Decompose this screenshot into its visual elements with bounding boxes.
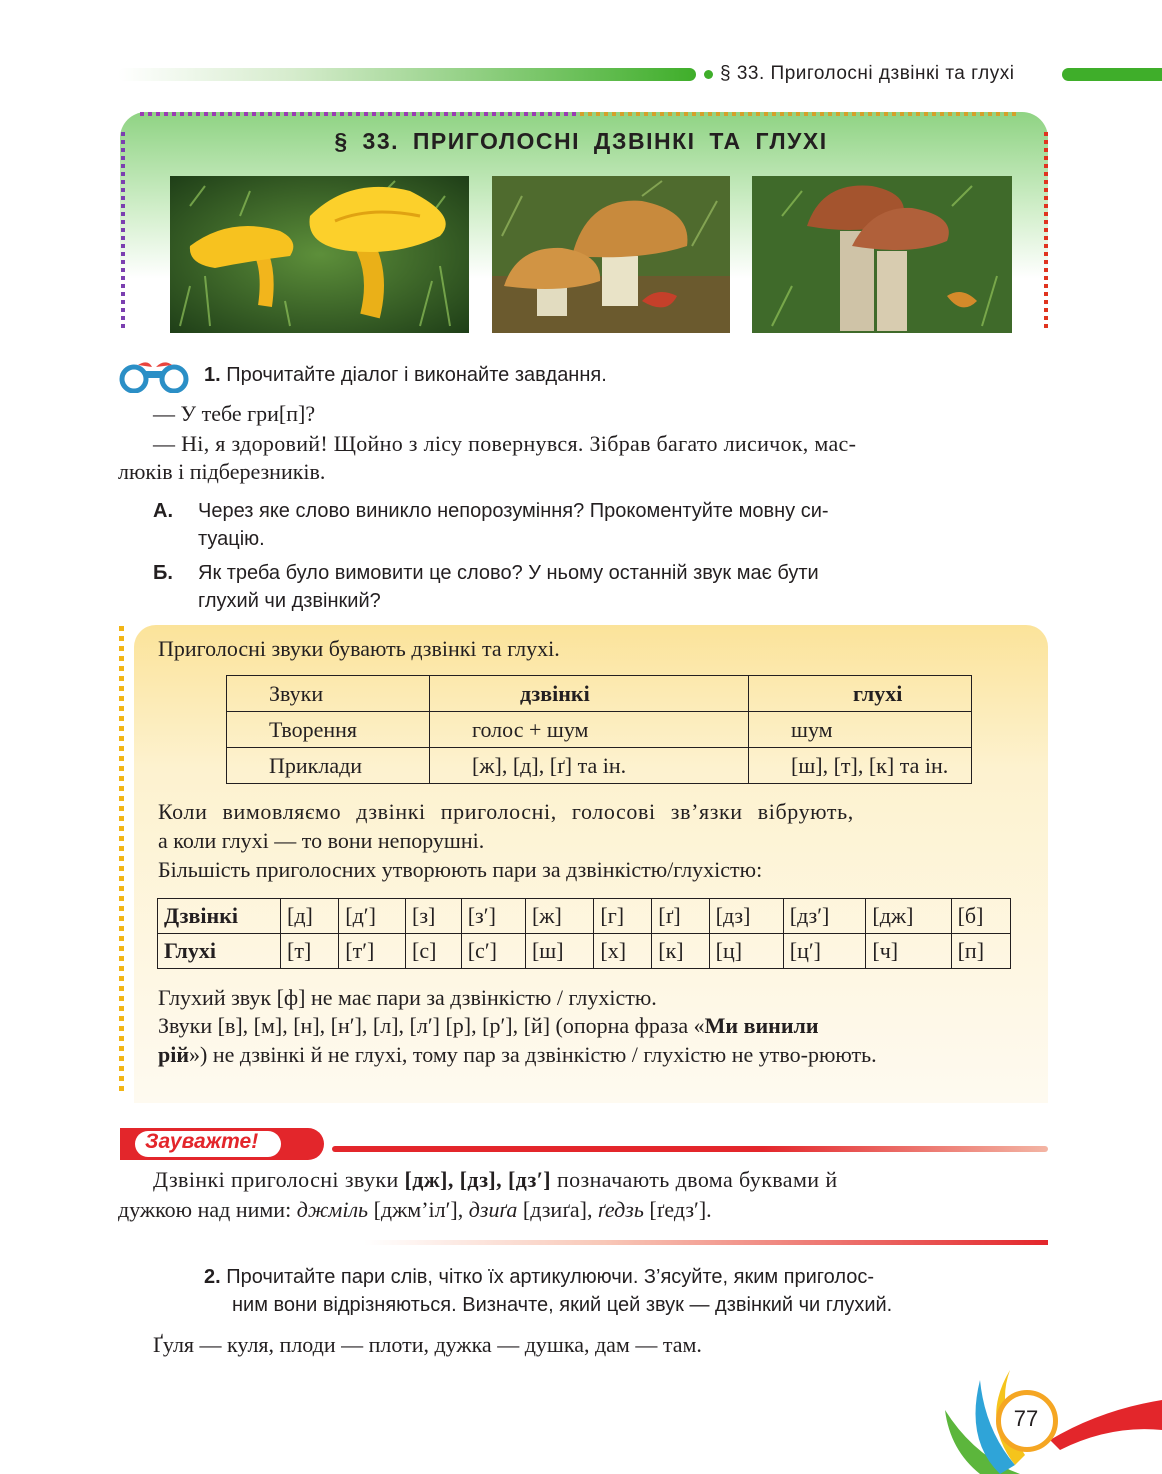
table-row: [158, 934, 1011, 969]
table-row: [158, 899, 1011, 934]
table-row: [227, 748, 972, 784]
header-bullet: [704, 70, 713, 79]
voiced-sound-cell: [дз]: [709, 899, 783, 934]
table-cell: Приклади: [227, 748, 430, 784]
voiced-sound-cell: [д]: [281, 899, 339, 934]
birch-bolete-photo: [752, 176, 1012, 333]
title-panel-dotted-left: [121, 132, 125, 332]
voiceless-sound-cell: [х]: [594, 934, 652, 969]
table-cell: голос + шум: [430, 712, 749, 748]
page-title: § 33. ПРИГОЛОСНІ ДЗВІНКІ ТА ГЛУХІ: [334, 128, 828, 154]
row-label: Глухі: [158, 934, 281, 969]
table-row: [227, 676, 972, 712]
voiceless-sound-cell: [т]: [281, 934, 339, 969]
voiceless-sound-cell: [ш]: [525, 934, 593, 969]
rule-para-3: Глухий звук [ф] не має пари за дзвінкістю / глухістю.: [158, 985, 657, 1010]
voiceless-sound-cell: [т′]: [339, 934, 406, 969]
table-cell: шум: [749, 712, 972, 748]
rule-para-2: Більшість приголосних утворюють пари за дзвінкістю/глухістю:: [158, 857, 763, 882]
voiceless-sound-cell: [ц′]: [783, 934, 866, 969]
header-decor-bar-right: [1062, 68, 1162, 81]
title-panel-dotted-border-right: [580, 112, 1020, 116]
table-header-cell: дзвінкі: [430, 676, 749, 712]
dialog-line-3: люків і підберезників.: [118, 459, 326, 484]
header-decor-bar: [118, 68, 696, 81]
table-cell: Творення: [227, 712, 430, 748]
binoculars-icon: [118, 357, 190, 393]
task-b-line-2: глухий чи дзвінкий?: [198, 590, 381, 612]
voiceless-sound-cell: [с]: [406, 934, 462, 969]
voiced-sound-cell: [ж]: [525, 899, 593, 934]
table-header-cell: Звуки: [227, 676, 430, 712]
exercise-2-words: Ґуля — куля, плоди — плоти, дужка — душка, дам — там.: [153, 1332, 702, 1357]
voiceless-sound-cell: [с′]: [461, 934, 525, 969]
table-cell: [ж], [д], [ґ] та ін.: [430, 748, 749, 784]
task-a-line-1: Через яке слово виникло непорозуміння? Прокоментуйте мовну си-: [198, 500, 829, 522]
voiceless-sound-cell: [ц]: [709, 934, 783, 969]
voiceless-sound-cell: [ч]: [866, 934, 951, 969]
voiced-sound-cell: [дж]: [866, 899, 951, 934]
note-label: Зауважте!: [145, 1130, 259, 1153]
exercise-2-line-2: ним вони відрізняються. Визначте, який цей звук — дзвінкий чи глухий.: [232, 1294, 893, 1316]
task-a-letter: А.: [153, 500, 173, 522]
note-line-2: дужкою над ними: джміль [джм’іл′], дзиґа [дзиґа], ґедзь [ґедз′].: [118, 1197, 712, 1222]
exercise-2-line-1: 2. Прочитайте пари слів, чітко їх артикулюючи. З’ясуйте, яким приголос-: [204, 1266, 875, 1288]
exercise-1-instruction: 1. Прочитайте діалог і виконайте завдання.: [204, 364, 607, 386]
rule-para-1-line-1: Коли вимовляємо дзвінкі приголосні, голосові зв’язки вібрують,: [158, 799, 854, 824]
voiceless-sound-cell: [к]: [652, 934, 709, 969]
bolete-mushrooms-photo: [492, 176, 730, 333]
dialog-line-1: — У тебе гри[п]?: [153, 401, 316, 426]
voiced-sound-cell: [ґ]: [652, 899, 709, 934]
voiced-sound-cell: [б]: [951, 899, 1010, 934]
voicing-table: [226, 675, 972, 784]
chanterelle-mushrooms-photo: [170, 176, 469, 333]
note-bottom-line: [364, 1240, 1048, 1245]
row-label: Дзвінкі: [158, 899, 281, 934]
table-cell: [ш], [т], [к] та ін.: [749, 748, 972, 784]
rule-panel-dotted-border: [119, 626, 124, 1096]
voiced-sound-cell: [д′]: [339, 899, 406, 934]
task-a-line-2: туацію.: [198, 528, 265, 550]
note-line-1: Дзвінкі приголосні звуки [дж], [дз], [дз′] позначають двома буквами й: [153, 1167, 838, 1192]
note-rule-line: [332, 1146, 1048, 1152]
table-header-cell: глухі: [749, 676, 972, 712]
voiced-sound-cell: [г]: [594, 899, 652, 934]
task-b-line-1: Як треба було вимовити це слово? У ньому останній звук має бути: [198, 562, 819, 584]
table-row: [227, 712, 972, 748]
pairs-table: [157, 898, 1011, 969]
voiced-sound-cell: [дз′]: [783, 899, 866, 934]
rule-intro: Приголосні звуки бувають дзвінкі та глухі.: [158, 636, 560, 661]
title-panel-dotted-right: [1044, 132, 1048, 332]
running-title: § 33. Приголосні дзвінкі та глухі: [720, 63, 1015, 84]
rule-para-4-line-1: Звуки [в], [м], [н], [н′], [л], [л′] [р], [р′], [й] (опорна фраза «Ми винили: [158, 1013, 819, 1038]
dialog-line-2: — Ні, я здоровий! Щойно з лісу повернувся. Зібрав багато лисичок, мас-: [153, 431, 857, 456]
rule-para-4-line-2: рій») не дзвінкі й не глухі, тому пар за дзвінкістю / глухістю не утво-рюють.: [158, 1042, 877, 1067]
voiceless-sound-cell: [п]: [951, 934, 1010, 969]
task-b-letter: Б.: [153, 562, 173, 584]
voiced-sound-cell: [з]: [406, 899, 462, 934]
page-number: 77: [1013, 1406, 1039, 1431]
voiced-sound-cell: [з′]: [461, 899, 525, 934]
rule-para-1-line-2: а коли глухі — то вони непорушні.: [158, 828, 485, 853]
